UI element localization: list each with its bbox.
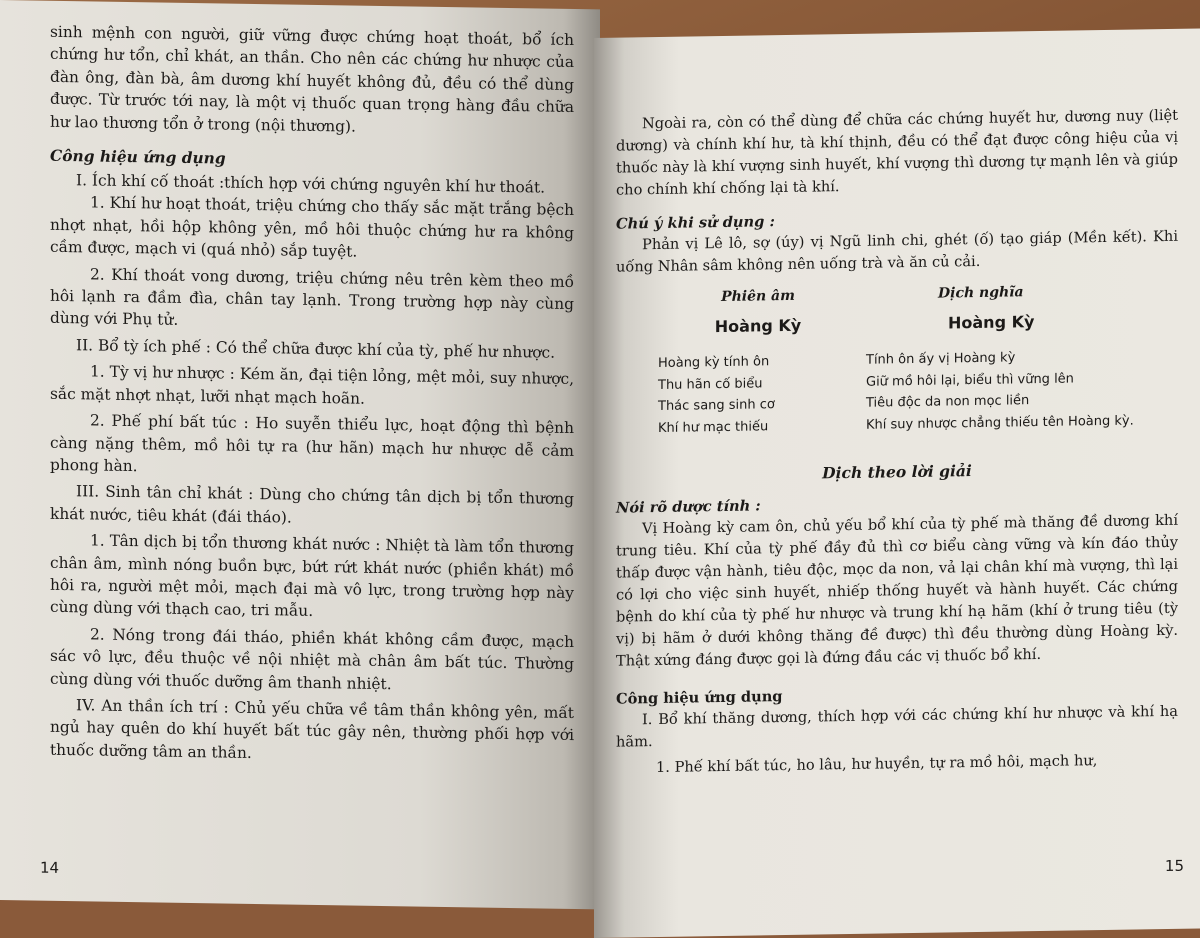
- left-item-I-1: 1. Khí hư hoạt thoát, triệu chứng cho thấy sắc mặt trắng bệch nhợt nhạt, hồi hộp không yên, mồ hôi thuộc chứng hư ra không cầm được, mạch vi (quá nhỏ) sắp tuyệt.: [50, 193, 574, 261]
- poem-line-left: Hoàng kỳ tính ôn: [658, 354, 770, 371]
- poem-line-right: Tiêu độc da non mọc liền: [866, 393, 1030, 411]
- left-item-III: III. Sinh tân chỉ khát : Dùng cho chứng tân dịch bị tổn thương khát nước, tiêu khát (đái tháo).: [50, 482, 574, 527]
- right-page-number: 15: [1164, 856, 1184, 876]
- left-item-I-2: 2. Khí thoát vong dương, triệu chứng nêu trên kèm theo mồ hôi lạnh ra đầm đìa, chân tay lạnh. Trong trường hợp này cùng dùng với Phụ tử.: [50, 265, 574, 330]
- left-item-I: I. Ích khí cố thoát :thích hợp với chứng nguyên khí hư thoát.: [76, 171, 546, 197]
- right-page: [594, 28, 1200, 938]
- left-paragraph-continuation: sinh mệnh con người, giữ vững được chứng hoạt thoát, bổ ích chứng hư tổn, chỉ khát, an thần. Cho nên các chứng hư nhược của đàn ông, đàn bà, âm dương khí huyết không đủ, đều có thể dùng được. Từ trước tới nay, là một vị thuốc quan trọng hàng đầu chữa hư lao thương tổn ở trong (nội thương).: [50, 22, 574, 136]
- poem-line-right: Giữ mồ hôi lại, biểu thì vững lên: [866, 370, 1074, 390]
- drug-property-heading: Nói rõ dược tính :: [616, 497, 761, 517]
- left-page: [0, 0, 600, 909]
- translation-subtitle: Dịch theo lời giải: [822, 461, 972, 483]
- left-item-II-2: 2. Phế phí bất túc : Ho suyễn thiểu lực, hoạt động thì bệnh càng nặng thêm, mồ hôi tự ra (hư hãn) mạch hư nhược dễ cảm phong hàn.: [50, 411, 574, 476]
- note-paragraph: Phản vị Lê lô, sợ (úy) vị Ngũ linh chi, ghét (ố) tạo giáp (Mền kết). Khi uống Nhân sâm không nên uống trà và ăn củ cải.: [616, 227, 1178, 276]
- right-uses-heading: Công hiệu ứng dụng: [616, 688, 783, 708]
- poem-title-left: Hoàng Kỳ: [714, 315, 802, 337]
- poem-line-right: Khí suy nhược chẳng thiếu tên Hoàng kỳ.: [866, 413, 1134, 433]
- poem-block: [616, 282, 1178, 463]
- drug-property-paragraph: Vị Hoàng kỳ cam ôn, chủ yếu bổ khí của tỳ phế mà thăng đề dương khí trung tiêu. Khí của tỳ phế đầy đủ thì cơ biểu càng vững và kín đáo thủy thấp được vận hành, tiêu độc, mọc da non, vả lại chân khí mà vượng, thì lại có lợi cho việc sinh huyết, nhiếp thống huyết và hành huyết. Các chứng bệnh do khí của tỳ phế hư nhược và trung khí hạ hãm (khí ở trung tiêu (tỳ vị) bị hãm ở dưới không thăng đề được) thì đều thường dùng Hoàng kỳ. Thật xứng đáng được gọi là đứng đầu các vị thuốc bổ khí.: [616, 511, 1178, 670]
- left-item-III-1: 1. Tân dịch bị tổn thương khát nước : Nhiệt tà làm tổn thương chân âm, mình nóng buồn bực, bứt rứt khát nước (phiền khát) mồ hôi ra, người mệt mỏi, mạch đại mà vô lực, trong trường hợp này cùng dùng với thạch cao, tri mẫu.: [50, 531, 574, 621]
- poem-line-left: Thu hãn cố biểu: [658, 375, 763, 393]
- left-item-II: II. Bổ tỳ ích phế : Có thể chữa được khí của tỳ, phế hư nhược.: [76, 336, 556, 362]
- left-item-II-1: 1. Tỳ vị hư nhược : Kém ăn, đại tiện lỏng, mệt mỏi, suy nhược, sắc mặt nhợt nhạt, lưỡi nhạt mạch hoãn.: [50, 362, 574, 408]
- left-section-heading: Công hiệu ứng dụng: [50, 146, 226, 168]
- right-intro-paragraph: Ngoài ra, còn có thể dùng để chữa các chứng huyết hư, dương nuy (liệt dương) và chính khí hư, tà khí thịnh, đều có thể đạt được công hiệu của vị thuốc này là khí vượng sinh huyết, khí vượng thì dương tự mạnh lên và giúp cho chính khí chống lại tà khí.: [616, 106, 1178, 199]
- left-item-III-2: 2. Nóng trong đái tháo, phiền khát không cầm được, mạch sác vô lực, đều thuộc về nội nhiệt mà chân âm bất túc. Thường cùng dùng với thuốc dưỡng âm thanh nhiệt.: [50, 625, 574, 693]
- poem-line-right: Tính ôn ấy vị Hoàng kỳ: [866, 350, 1016, 368]
- poem-phien-am-column: [658, 287, 858, 439]
- left-page-number: 14: [40, 858, 60, 877]
- poem-line-left: Thác sang sinh cơ: [658, 397, 775, 414]
- left-item-IV: IV. An thần ích trí : Chủ yếu chữa về tâm thần không yên, mất ngủ hay quên do khí huyết bất túc gây nên, thường phối hợp với thuốc dưỡng tâm an thần.: [50, 696, 574, 762]
- poem-title-right: Hoàng Kỳ: [948, 312, 1035, 333]
- dich-nghia-heading: Dịch nghĩa: [938, 284, 1024, 302]
- poem-line-left: Khí hư mạc thiếu: [658, 418, 769, 436]
- phien-am-heading: Phiên âm: [721, 287, 795, 306]
- right-uses-item-I-1: 1. Phế khí bất túc, ho lâu, hư huyền, tự ra mồ hôi, mạch hư,: [656, 752, 1098, 777]
- poem-dich-nghia-column: [866, 282, 1166, 436]
- note-heading: Chú ý khi sử dụng :: [616, 213, 775, 233]
- right-uses-item-I: I. Bổ khí thăng dương, thích hợp với các chứng khí hư nhược và khí hạ hãm.: [616, 702, 1178, 751]
